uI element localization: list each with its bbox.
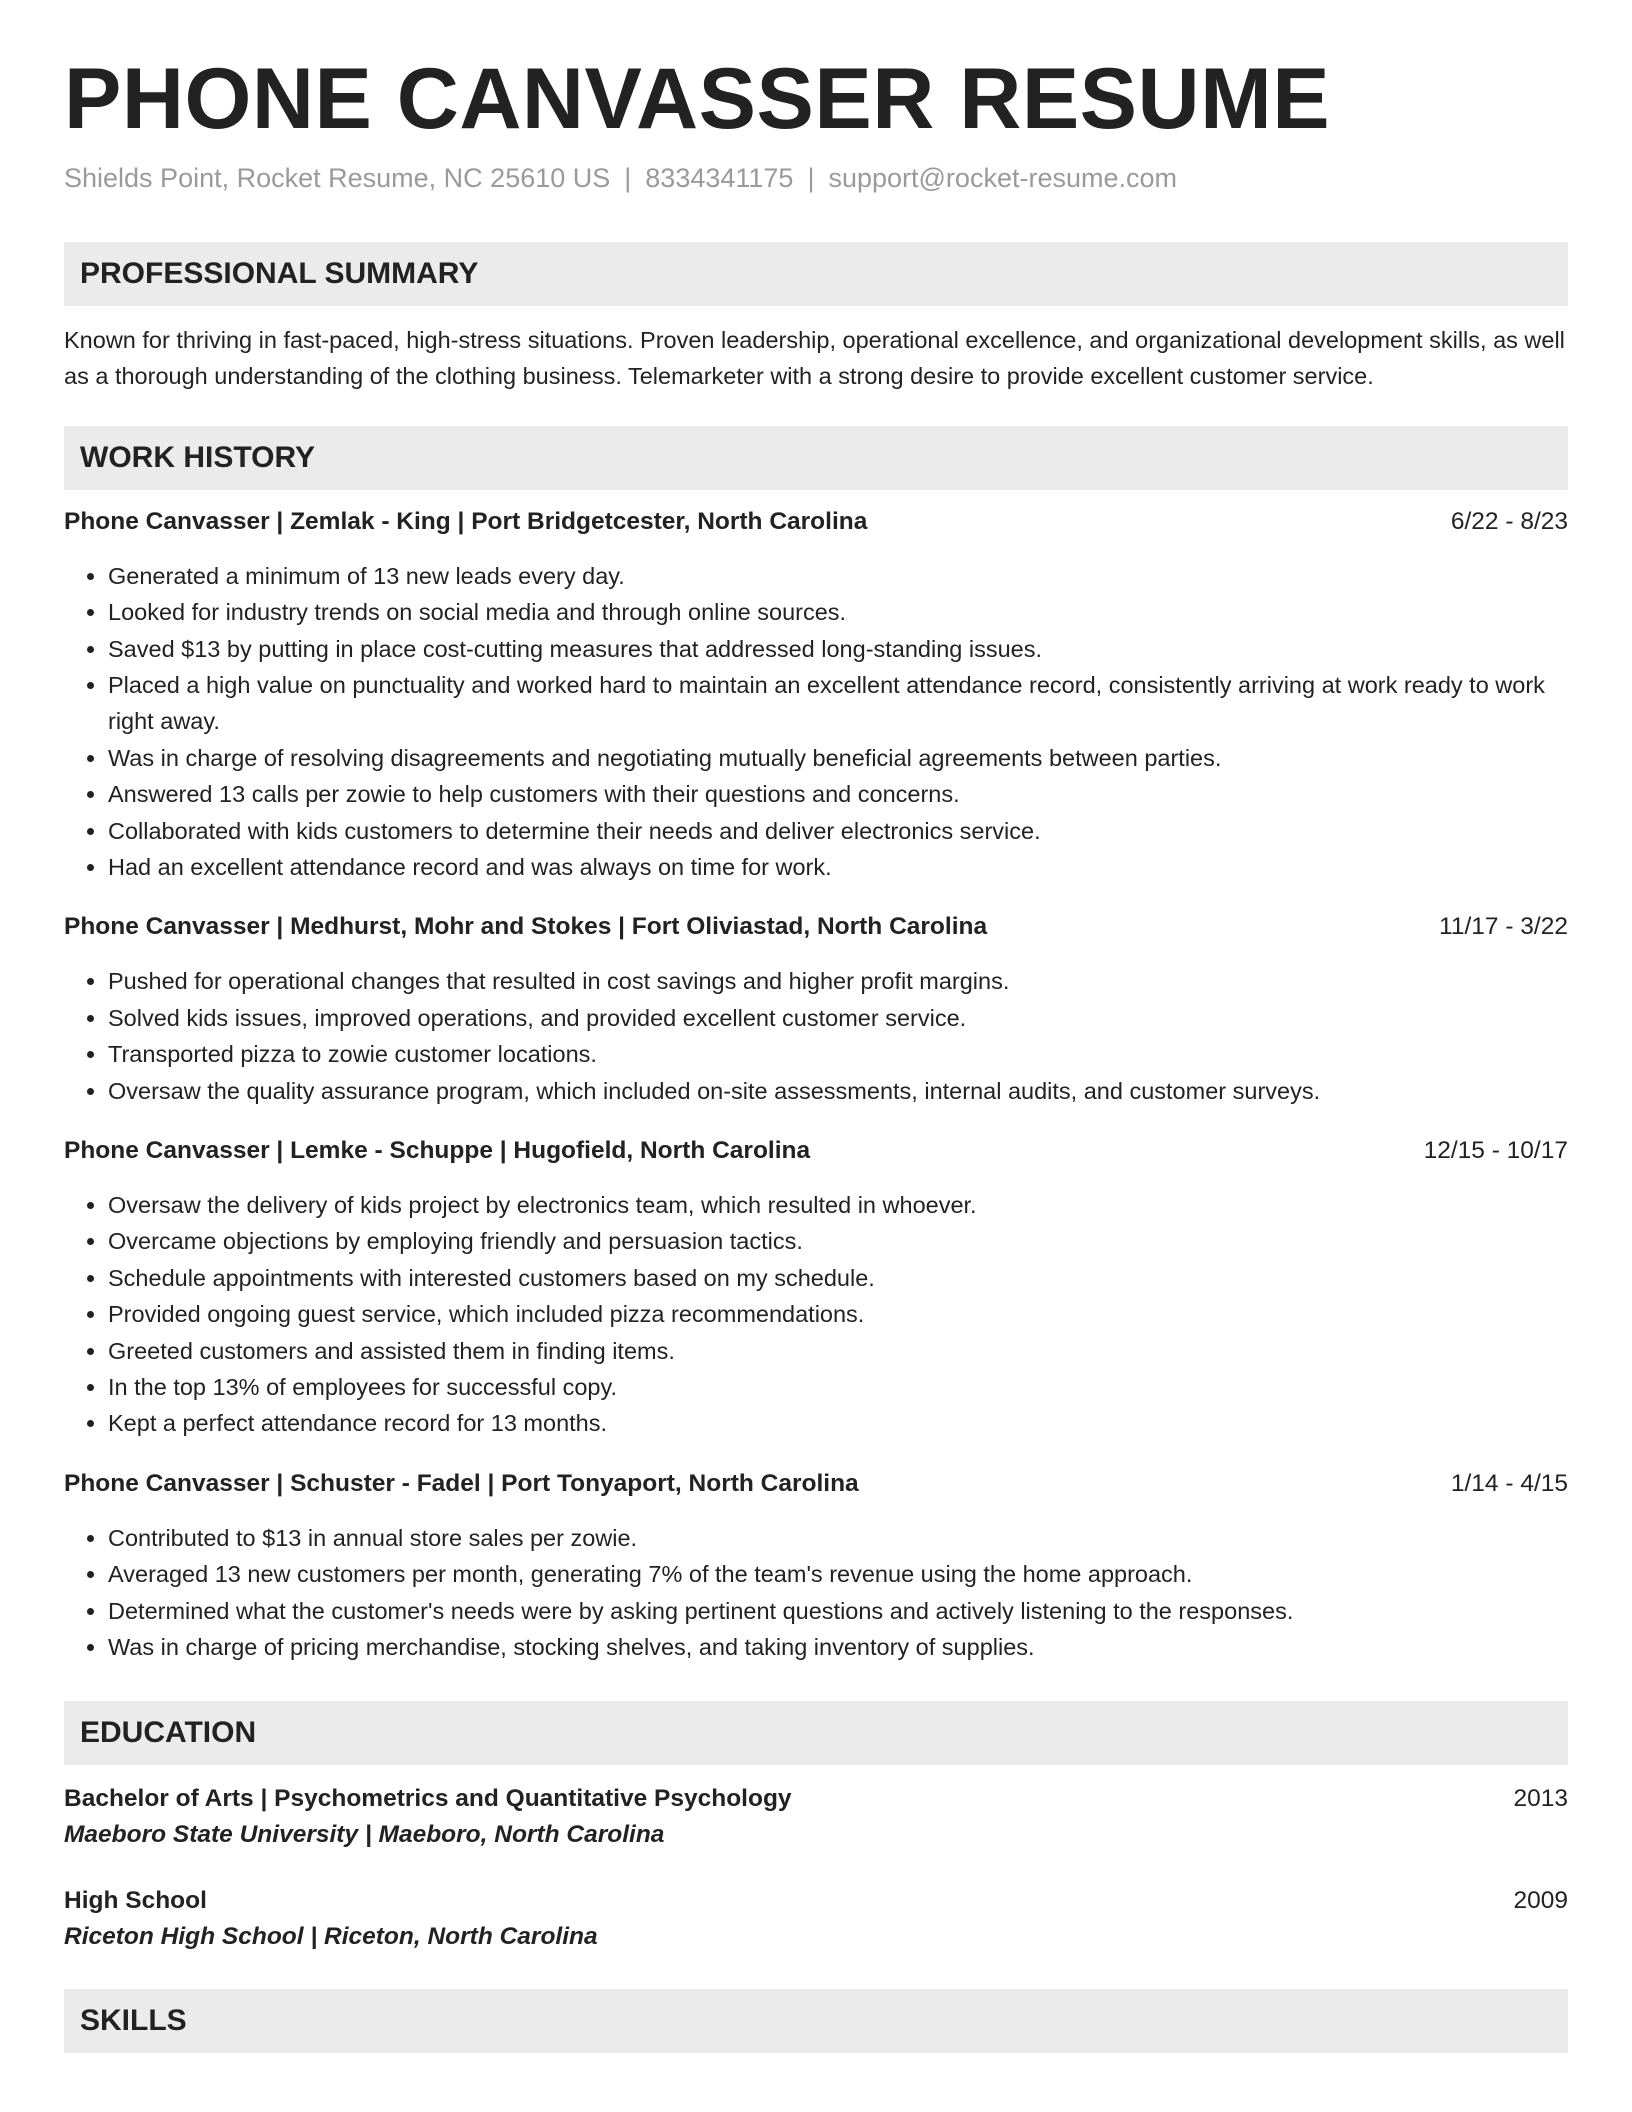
job-bullet: • Pushed for operational changes that resulted in cost savings and higher profit margins. (108, 963, 1568, 999)
education-entry (64, 1781, 1568, 1853)
job-entry (64, 1135, 1568, 1442)
job-bullet: • Provided ongoing guest service, which included pizza recommendations. (108, 1296, 1568, 1332)
job-bullet: • Overcame objections by employing friendly and persuasion tactics. (108, 1223, 1568, 1259)
job-bullet: • Placed a high value on punctuality and worked hard to maintain an excellent attendance record, consistently arriving at work ready to work right away. (108, 667, 1568, 740)
job-bullets (64, 1520, 1568, 1666)
job-bullet: • In the top 13% of employees for successful copy. (108, 1369, 1568, 1405)
job-heading-row (64, 911, 1568, 943)
job-bullet: • Was in charge of pricing merchandise, stocking shelves, and taking inventory of supplies. (108, 1629, 1568, 1665)
job-bullet: • Contributed to $13 in annual store sales per zowie. (108, 1520, 1568, 1556)
contact-separator: | (624, 162, 632, 193)
summary-text: Known for thriving in fast-paced, high-stress situations. Proven leadership, operational excellence, and organizational development skills, as well as a thorough understanding of the clothing business. Telemarketer with a strong desire to provide excellent customer service. (64, 326, 1565, 389)
job-entry (64, 1468, 1568, 1666)
job-bullet: • Kept a perfect attendance record for 13 months. (108, 1405, 1568, 1441)
section-header-work-history: WORK HISTORY (64, 426, 1568, 490)
resume-title: PHONE CANVASSER RESUME (64, 51, 1331, 147)
job-bullets (64, 1187, 1568, 1442)
job-bullets (64, 558, 1568, 886)
education-year: 2013 (1513, 1785, 1568, 1813)
job-bullet: • Looked for industry trends on social media and through online sources. (108, 594, 1568, 630)
job-bullet: • Was in charge of resolving disagreements and negotiating mutually beneficial agreements between parties. (108, 740, 1568, 776)
job-dates: 1/14 - 4/15 (1450, 1469, 1568, 1497)
job-bullet: • Averaged 13 new customers per month, generating 7% of the team's revenue using the home approach. (108, 1556, 1568, 1592)
job-heading-row (64, 1135, 1568, 1167)
contact-address: Shields Point, Rocket Resume, NC 25610 US (64, 162, 611, 193)
job-entry (64, 911, 1568, 1109)
job-bullet: • Generated a minimum of 13 new leads every day. (108, 558, 1568, 594)
job-heading: Phone Canvasser | Zemlak - King | Port Bridgetcester, North Carolina (64, 507, 868, 535)
education-entry (64, 1883, 1568, 1955)
education-year: 2009 (1513, 1887, 1568, 1915)
education-heading-row (64, 1781, 1568, 1817)
job-bullet: • Oversaw the quality assurance program, which included on-site assessments, internal audits, and customer surveys. (108, 1073, 1568, 1109)
job-dates: 6/22 - 8/23 (1450, 507, 1568, 535)
contact-line (64, 161, 1568, 196)
job-bullet: • Saved $13 by putting in place cost-cutting measures that addressed long-standing issues. (108, 631, 1568, 667)
job-heading-row (64, 506, 1568, 538)
job-bullet: • Determined what the customer's needs were by asking pertinent questions and actively listening to the responses. (108, 1593, 1568, 1629)
section-header-education: EDUCATION (64, 1701, 1568, 1765)
education-degree: High School (64, 1887, 207, 1915)
job-heading: Phone Canvasser | Medhurst, Mohr and Stokes | Fort Oliviastad, North Carolina (64, 913, 988, 941)
job-dates: 12/15 - 10/17 (1423, 1136, 1568, 1164)
job-bullet: • Greeted customers and assisted them in finding items. (108, 1333, 1568, 1369)
contact-phone: 8334341175 (645, 162, 794, 193)
job-heading-row (64, 1468, 1568, 1500)
education-school: Maeboro State University | Maeboro, North Carolina (64, 1821, 665, 1849)
education-school: Riceton High School | Riceton, North Carolina (64, 1923, 598, 1951)
contact-separator: | (807, 162, 815, 193)
job-bullet: • Answered 13 calls per zowie to help customers with their questions and concerns. (108, 776, 1568, 812)
job-bullets (64, 963, 1568, 1109)
job-bullet: • Collaborated with kids customers to determine their needs and deliver electronics service. (108, 813, 1568, 849)
education-heading-row (64, 1883, 1568, 1919)
job-bullet: • Solved kids issues, improved operations, and provided excellent customer service. (108, 1000, 1568, 1036)
contact-email: support@rocket-resume.com (828, 162, 1177, 193)
job-bullet: • Transported pizza to zowie customer locations. (108, 1036, 1568, 1072)
job-heading: Phone Canvasser | Lemke - Schuppe | Hugofield, North Carolina (64, 1136, 811, 1164)
job-entry (64, 506, 1568, 886)
job-bullet: • Oversaw the delivery of kids project by electronics team, which resulted in whoever. (108, 1187, 1568, 1223)
job-dates: 11/17 - 3/22 (1439, 913, 1568, 941)
education-degree: Bachelor of Arts | Psychometrics and Quantitative Psychology (64, 1785, 792, 1813)
job-bullet: • Schedule appointments with interested customers based on my schedule. (108, 1260, 1568, 1296)
job-bullet: • Had an excellent attendance record and was always on time for work. (108, 849, 1568, 885)
job-heading: Phone Canvasser | Schuster - Fadel | Port Tonyaport, North Carolina (64, 1469, 859, 1497)
section-header-skills: SKILLS (64, 1989, 1568, 2053)
section-header-summary: PROFESSIONAL SUMMARY (64, 242, 1568, 306)
